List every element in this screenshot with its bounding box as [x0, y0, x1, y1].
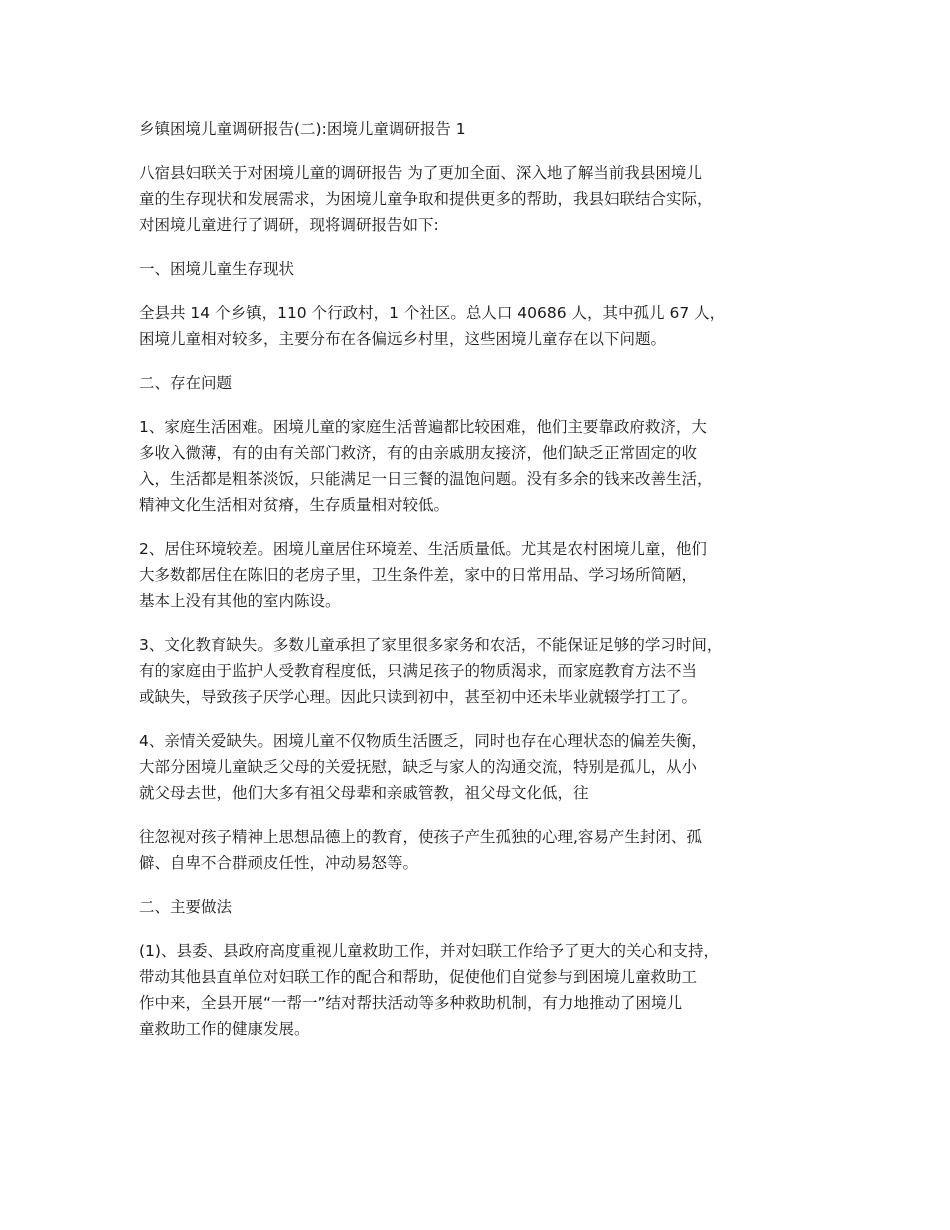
paragraph-gap: [139, 920, 829, 938]
paragraph-line: 八宿县妇联关于对困境儿童的调研报告 为了更加全面、深入地了解当前我县困境儿: [139, 164, 702, 182]
title-line: 乡镇困境儿童调研报告(二):困境儿童调研报告 1: [139, 120, 466, 138]
paragraph-line: 多收入微薄，有的由有关部门救济，有的由亲戚朋友接济，他们缺乏正常固定的收: [139, 444, 698, 462]
paragraph-line: 一、困境儿童生存现状: [139, 260, 295, 278]
paragraph-line: 僻、自卑不合群顽皮任性，冲动易怒等。: [139, 854, 419, 872]
document-body: [139, 160, 829, 1042]
paragraph-line: 基本上没有其他的室内陈设。: [139, 592, 341, 610]
document-title: [139, 116, 829, 142]
paragraph: [139, 894, 829, 920]
paragraph-gap: [139, 876, 829, 894]
paragraph-line: 4、亲情关爱缺失。困境儿童不仅物质生活匮乏，同时也存在心理状态的偏差失衡，: [139, 732, 707, 750]
paragraph: [139, 938, 829, 1042]
paragraph-line: 有的家庭由于监护人受教育程度低，只满足孩子的物质渴求，而家庭教育方法不当: [139, 662, 698, 680]
paragraph-gap: [139, 396, 829, 414]
paragraph-line: 带动其他县直单位对妇联工作的配合和帮助，促使他们自觉参与到困境儿童救助工: [139, 968, 698, 986]
paragraph: [139, 160, 829, 238]
paragraph-gap: [139, 238, 829, 256]
paragraph-gap: [139, 614, 829, 632]
paragraph-line: 往忽视对孩子精神上思想品德上的教育，使孩子产生孤独的心理,容易产生封闭、孤: [139, 828, 702, 846]
paragraph-line: 二、主要做法: [139, 898, 233, 916]
paragraph: [139, 728, 829, 806]
paragraph-gap: [139, 806, 829, 824]
paragraph-line: 作中来，全县开展“一帮一”结对帮扶活动等多种救助机制，有力地推动了困境儿: [139, 994, 683, 1012]
paragraph-line: 就父母去世，他们大多有祖父母辈和亲戚管教，祖父母文化低，往: [139, 784, 589, 802]
paragraph: [139, 300, 829, 352]
paragraph-line: 大部分困境儿童缺乏父母的关爱抚慰，缺乏与家人的沟通交流，特别是孤儿，从小: [139, 758, 698, 776]
paragraph-line: 全县共 14 个乡镇，110 个行政村，1 个社区。总人口 40686 人，其中孤儿 67 人，: [139, 304, 726, 322]
paragraph: [139, 824, 829, 876]
paragraph: [139, 256, 829, 282]
paragraph-gap: [139, 518, 829, 536]
paragraph-line: 二、存在问题: [139, 374, 233, 392]
paragraph-gap: [139, 282, 829, 300]
paragraph-line: 大多数都居住在陈旧的老房子里，卫生条件差，家中的日常用品、学习场所简陋，: [139, 566, 698, 584]
paragraph: [139, 370, 829, 396]
paragraph-gap: [139, 142, 829, 160]
paragraph-gap: [139, 710, 829, 728]
paragraph-line: 3、文化教育缺失。多数儿童承担了家里很多家务和农活，不能保证足够的学习时间，: [139, 636, 723, 654]
paragraph-line: 精神文化生活相对贫瘠，生存质量相对较低。: [139, 496, 450, 514]
paragraph-line: (1)、县委、县政府高度重视儿童救助工作，并对妇联工作给予了更大的关心和支持，: [139, 942, 719, 960]
paragraph-line: 童的生存现状和发展需求，为困境儿童争取和提供更多的帮助，我县妇联结合实际，: [139, 190, 713, 208]
paragraph-line: 入，生活都是粗茶淡饭，只能满足一日三餐的温饱问题。没有多余的钱来改善生活，: [139, 470, 713, 488]
paragraph-line: 童救助工作的健康发展。: [139, 1020, 310, 1038]
paragraph-line: 2、居住环境较差。困境儿童居住环境差、生活质量低。尤其是农村困境儿童，他们: [139, 540, 707, 558]
paragraph: [139, 536, 829, 614]
paragraph: [139, 632, 829, 710]
paragraph-line: 困境儿童相对较多，主要分布在各偏远乡村里，这些困境儿童存在以下问题。: [139, 330, 667, 348]
document-page: [139, 116, 829, 1042]
paragraph-line: 1、家庭生活困难。困境儿童的家庭生活普遍都比较困难，他们主要靠政府救济，大: [139, 418, 707, 436]
paragraph: [139, 414, 829, 518]
paragraph-gap: [139, 352, 829, 370]
paragraph-line: 或缺失，导致孩子厌学心理。因此只读到初中，甚至初中还未毕业就辍学打工了。: [139, 688, 698, 706]
paragraph-line: 对困境儿童进行了调研，现将调研报告如下:: [139, 216, 439, 234]
